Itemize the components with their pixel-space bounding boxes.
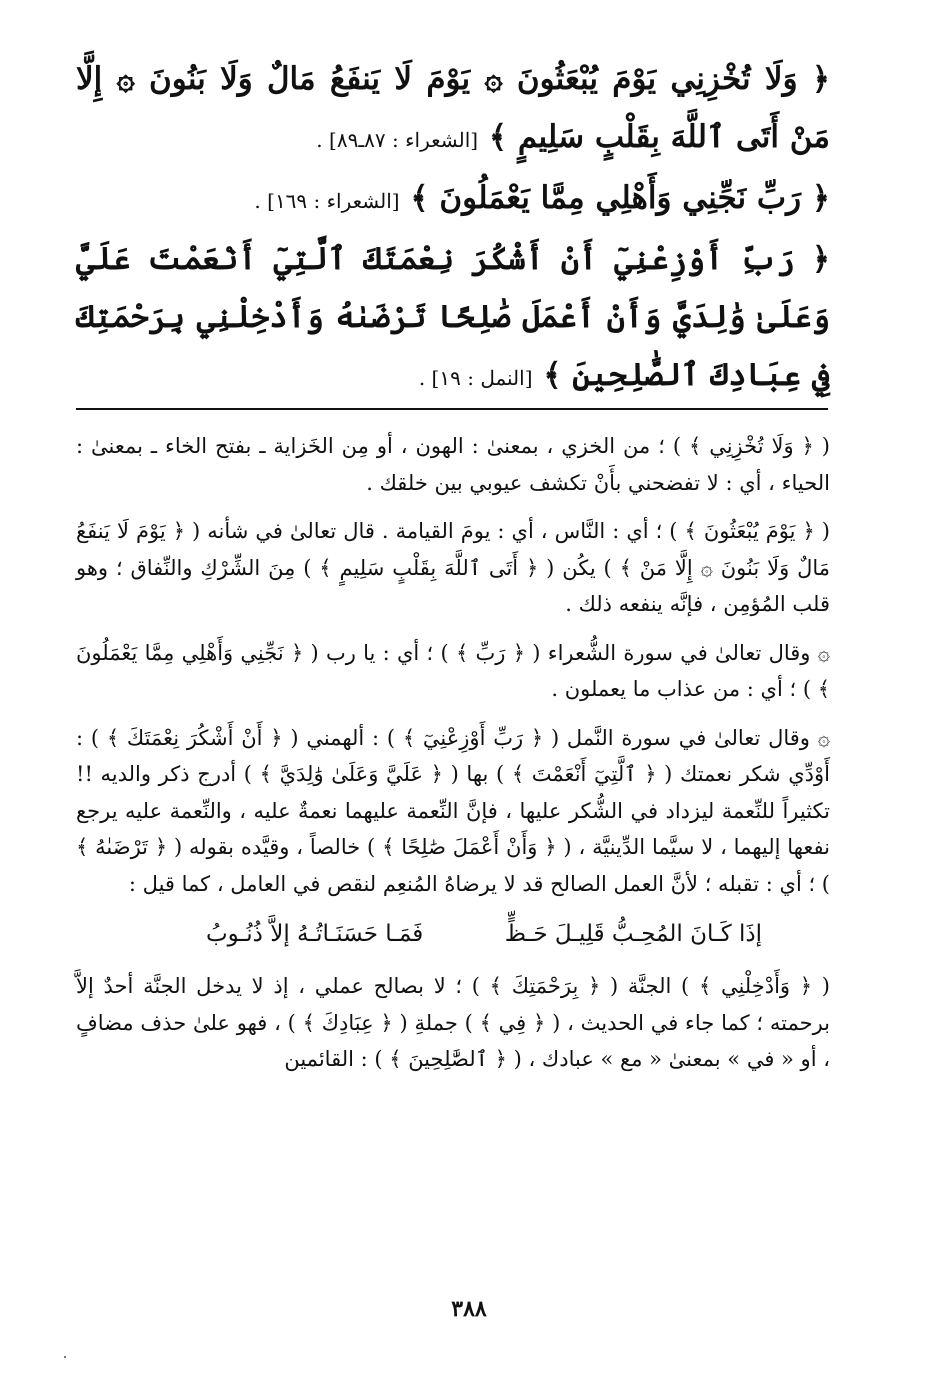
commentary-paragraph: ( ﴿ وَلَا تُخْزِنِي ﴾ ) ؛ من الخزي ، بمعنىٰ : الهون ، أو مِن الخَزاية ـ بفتح الخاء ـ بمعنىٰ : الحياء ، أي : لا تفضحني بأَنْ تكشف عيوبي بين خلقك . bbox=[76, 434, 830, 495]
scan-speck bbox=[64, 1356, 66, 1358]
commentary-paragraph: ( ﴿ يَوْمَ يُبْعَثُونَ ﴾ ) ؛ أي : النَّاس ، أي : يومَ القيامة . قال تعالىٰ في شأنه ( ﴿ يَوْمَ لَا يَنفَعُ مَالٌ وَلَا بَنُونَ ۞ إِلَّا مَنْ ﴾ ) يكُن ( ﴿ أَتَى ٱللَّهَ بِقَلْبٍ سَلِيمٍ ﴾ ) مِنَ الشِّرْكِ والنِّفاق ؛ وهو قلب المُؤمِن ، فإنَّه ينفعه ذلك . bbox=[76, 519, 830, 616]
verse-text: ﴿ رَبِّ أَوْزِعْنِيٓ أَنْ أَشْكُرَ نِعْمَتَكَ ٱلَّتِيٓ أَنْعَمْتَ عَلَيَّ وَعَلَىٰ وَٰلِدَيَّ وَأَنْ أَعْمَلَ صَٰلِحًا تَرْضَىٰهُ وَأَدْخِلْنِي بِرَحْمَتِكَ فِي عِبَادِكَ ٱلصَّٰلِحِينَ ﴾ bbox=[76, 241, 830, 393]
commentary-paragraph: ۞ وقال تعالىٰ في سورة النَّمل ( ﴿ رَبِّ أَوْزِعْنِيٓ ﴾ ) : ألهمني ( ﴿ أَنْ أَشْكُرَ نِعْمَتَكَ ﴾ ) : أَوْدِّي شكر نعمتك ( ﴿ ٱلَّتِيٓ أَنْعَمْتَ ﴾ ) بها ( ﴿ عَلَيَّ وَعَلَىٰ وَٰلِدَيَّ ﴾ ) أدرج ذكر والديه !! تكثيراً للنِّعمة ليزداد في الشُّكر عليها ، فإنَّ النِّعمة عليهما نعمةٌ عليه ، والنِّعمة عليه يرجع نفعها إليهما ، لا سيَّما الدِّينيَّة ، ( ﴿ وَأَنْ أَعْمَلَ صَٰلِحًا ﴾ ) خالصاً ، وقيَّده بقوله ( ﴿ تَرْضَىٰهُ ﴾ ) ؛ أي : تقبله ؛ لأنَّ العمل الصالح قد لا يرضاهُ المُنعِم لنقص في العامل ، كما قيل : bbox=[76, 725, 830, 896]
commentary-paragraph: ( ﴿ وَأَدْخِلْنِي ﴾ ) الجنَّة ( ﴿ بِرَحْمَتِكَ ﴾ ) ؛ لا بصالح عملي ، إذ لا يدخل الجنَّة أحدٌ إلاَّ برحمته ؛ كما جاء في الحديث ، ( ﴿ فِي ﴾ ) جملةِ ( ﴿ عِبَادِكَ ﴾ ) ، فهو علىٰ حذف مضافٍ ، أو « في » بمعنىٰ « مع » عبادك ، ( ﴿ ٱلصَّٰلِحِينَ ﴾ ) : القائمين bbox=[76, 974, 830, 1071]
verse-block bbox=[76, 50, 830, 169]
verse-text: ﴿ وَلَا تُخْزِنِي يَوْمَ يُبْعَثُونَ ۞ يَوْمَ لَا يَنفَعُ مَالٌ وَلَا بَنُونَ ۞ إِلَّا مَنْ أَتَى ٱللَّهَ بِقَلْبٍ سَلِيمٍ ﴾ bbox=[76, 61, 830, 155]
verse-text: ﴿ رَبِّ نَجِّنِي وَأَهْلِي مِمَّا يَعْمَلُونَ ﴾ bbox=[410, 180, 830, 216]
page-number: ٣٨٨ bbox=[451, 1296, 487, 1322]
verse-reference: [الشعراء : ١٦٩] . bbox=[254, 189, 400, 213]
commentary-paragraph: ۞ وقال تعالىٰ في سورة الشُّعراء ( ﴿ رَبِّ ﴾ ) ؛ أي : يا رب ( ﴿ نَجِّنِي وَأَهْلِي مِمَّا يَعْمَلُونَ ﴾ ) ؛ أي : من عذاب ما يعملون . bbox=[76, 640, 830, 701]
poetry-hemistich-first: إذَا كَـانَ المُحِـبُّ قَلِيـلَ حَـظٍّ bbox=[504, 921, 762, 947]
poetry-hemistich-second: فَمَـا حَسَنَـاتُـهُ إلاَّ ذُنُـوبُ bbox=[206, 921, 424, 947]
verse-reference: [النمل : ١٩] . bbox=[418, 366, 533, 390]
verse-block bbox=[76, 169, 830, 230]
verse-block bbox=[76, 230, 830, 407]
poetry-verse bbox=[76, 914, 830, 954]
section-divider bbox=[76, 408, 828, 410]
quran-verses bbox=[76, 50, 830, 407]
verse-reference: [الشعراء : ٨٧ـ٨٩] . bbox=[316, 128, 479, 152]
commentary-section bbox=[76, 428, 830, 1090]
